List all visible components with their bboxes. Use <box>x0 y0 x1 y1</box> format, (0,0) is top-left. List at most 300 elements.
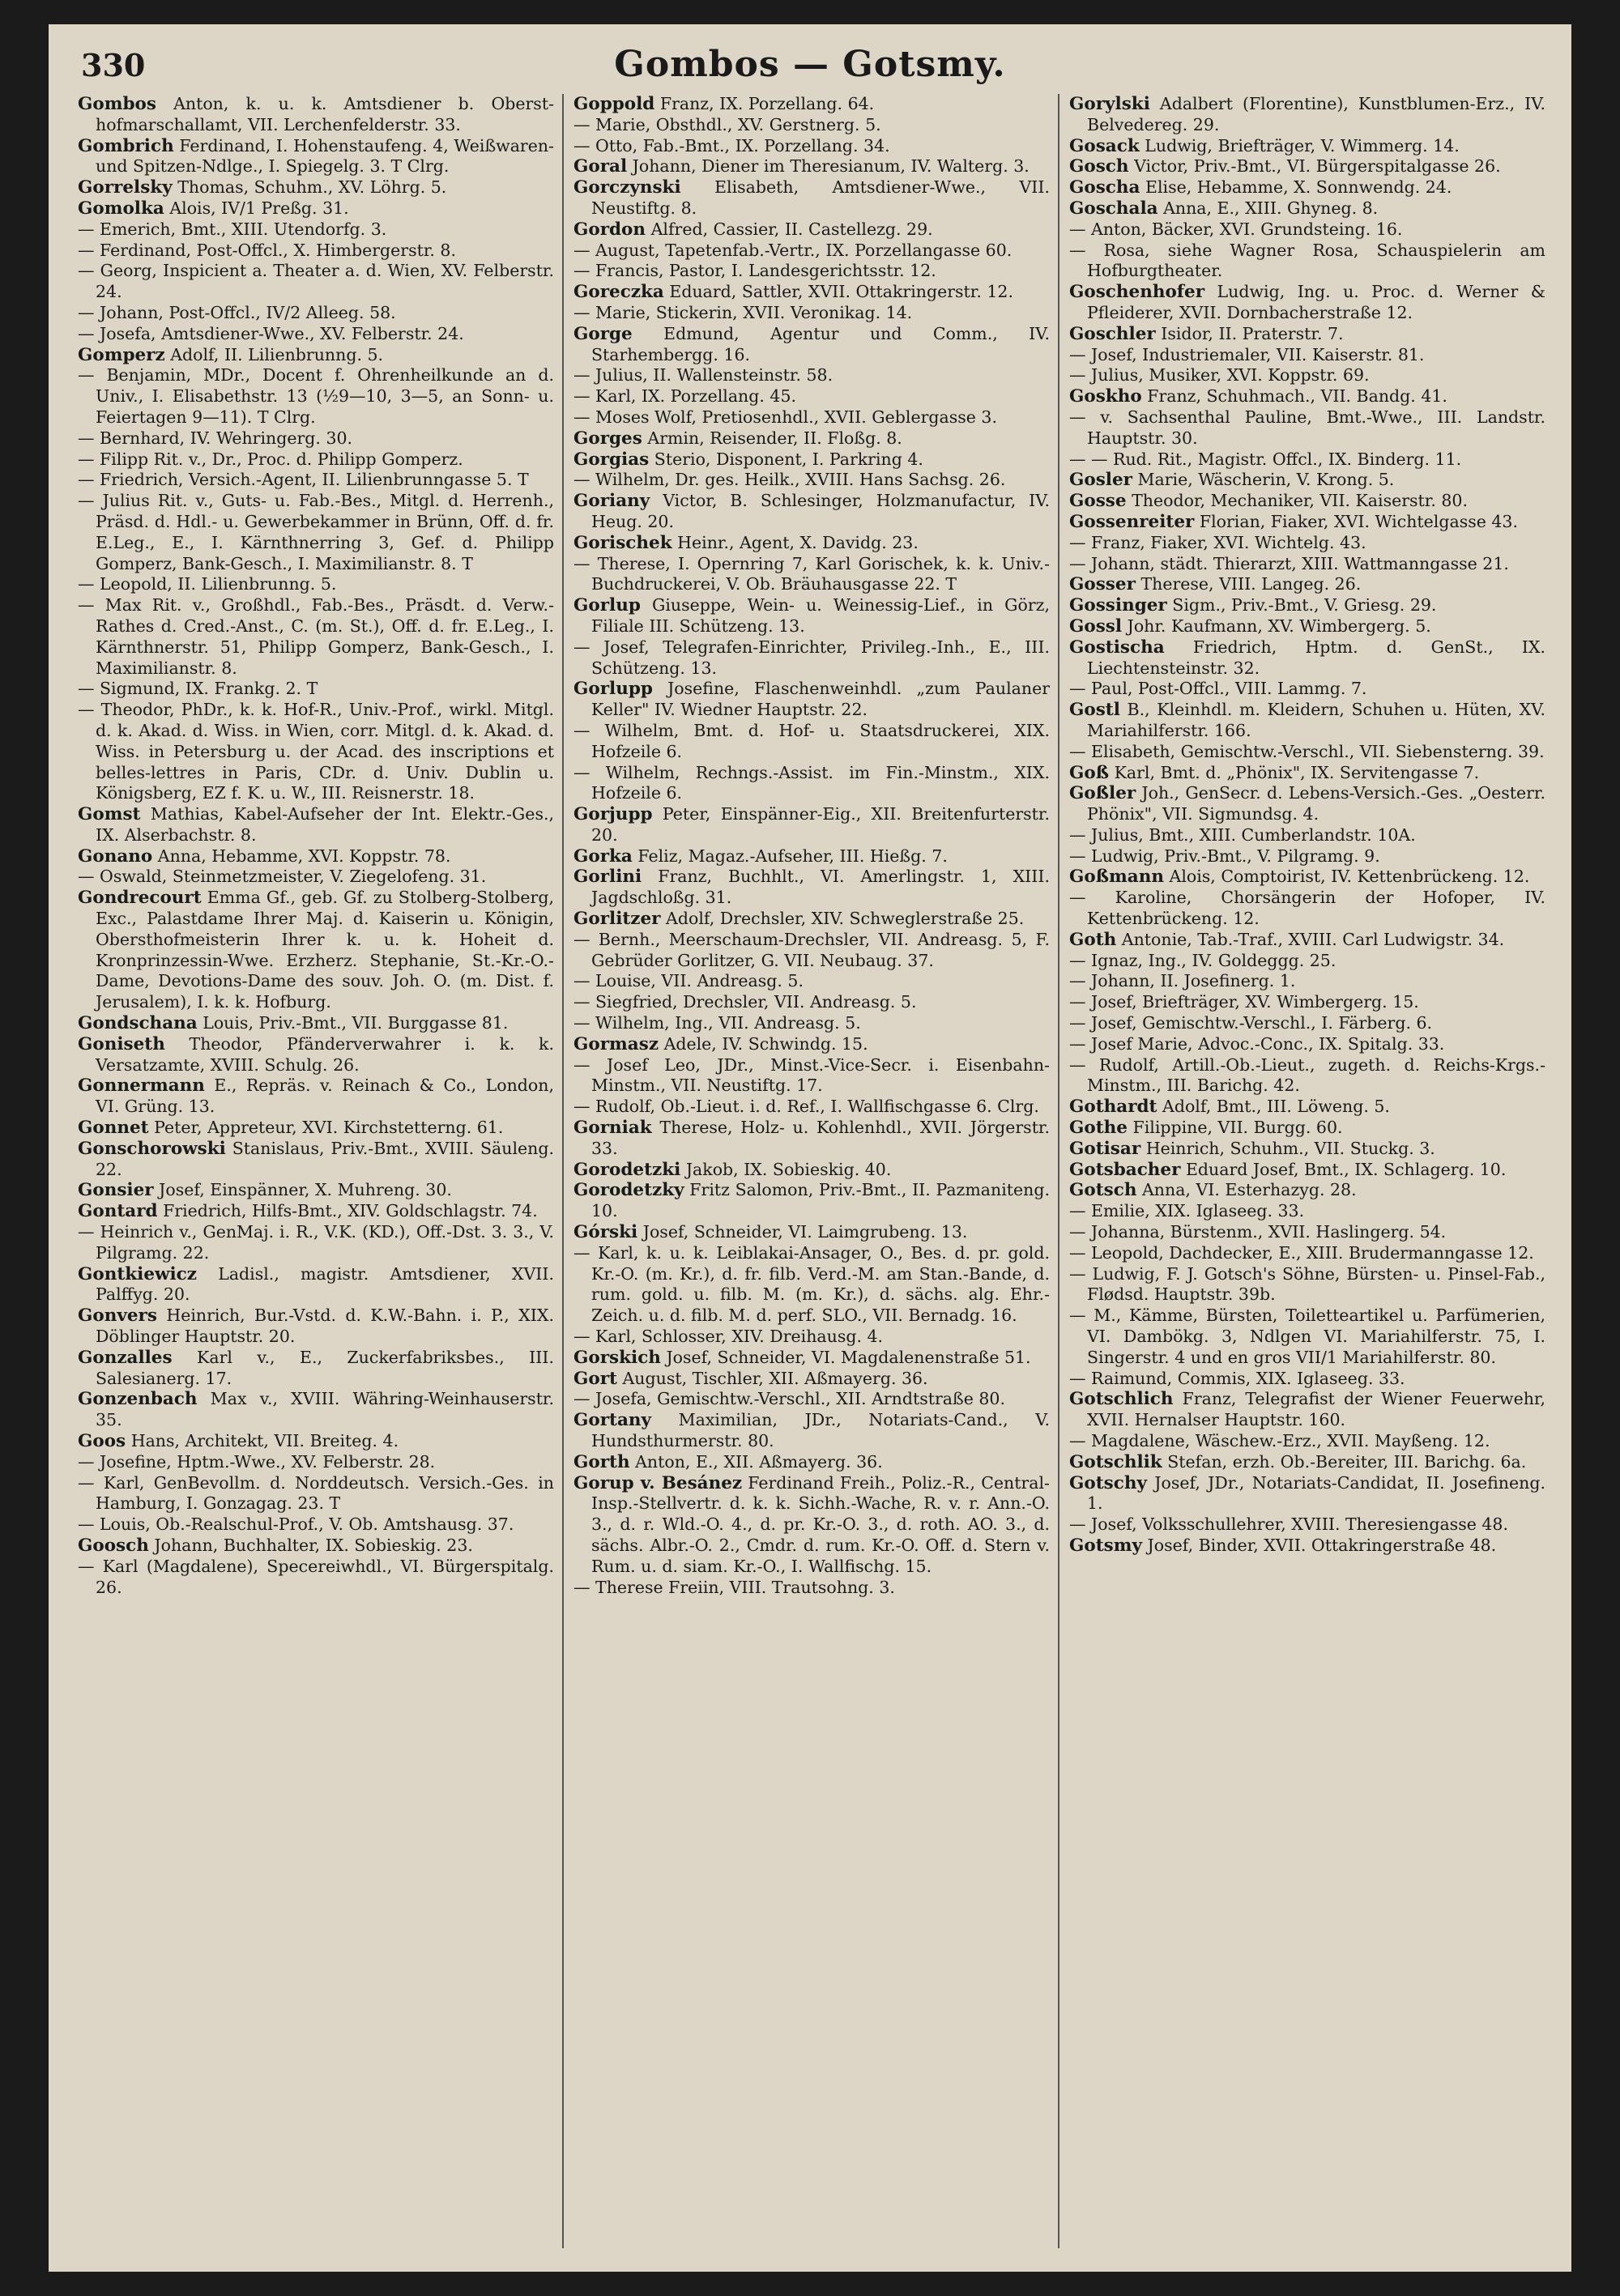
entry-surname: Gonnermann <box>78 1076 205 1097</box>
directory-entry <box>1069 386 1545 407</box>
entry-surname: Gorlitzer <box>573 909 661 930</box>
directory-entry <box>78 1431 554 1452</box>
directory-entry <box>78 324 554 345</box>
directory-columns <box>78 94 1552 2256</box>
entry-details: — Karl (Magdalene), Specereiwhdl., VI. Bürgerspitalg. 26. <box>78 1556 554 1597</box>
entry-surname: Gostl <box>1069 700 1120 721</box>
directory-entry <box>78 491 554 574</box>
entry-surname: Gomolka <box>78 198 164 219</box>
directory-entry <box>573 386 1050 407</box>
entry-details: Heinrich, Bur.-Vstd. d. K.W.-Bahn. i. P., XIX. Döblinger Hauptstr. 20. <box>96 1306 554 1347</box>
entry-details: — Josef, Industriemaler, VII. Kaiserstr. 81. <box>1069 344 1425 364</box>
entry-details: — — Rud. Rit., Magistr. Offcl., IX. Binderg. 11. <box>1069 449 1462 469</box>
entry-details: Max v., XVIII. Währing-Weinhauserstr. 35. <box>96 1389 554 1430</box>
directory-entry <box>573 261 1050 282</box>
entry-details: — Georg, Inspicient a. Theater a. d. Wien, XV. Felberstr. 24. <box>78 261 554 302</box>
entry-surname: Gormasz <box>573 1033 659 1054</box>
entry-details: — Ferdinand, Post-Offcl., X. Himbergerstr. 8. <box>78 240 456 260</box>
entry-details: B., Kleinhdl. m. Kleidern, Schuhen u. Hüten, XV. Mariahilferstr. 166. <box>1087 700 1545 740</box>
entry-details: — Friedrich, Versich.-Agent, II. Lilienbrunngasse 5. T <box>78 470 529 490</box>
directory-entry <box>1069 1536 1545 1557</box>
entry-details: — Rudolf, Ob.-Lieut. i. d. Ref., I. Wallfischgasse 6. Clrg. <box>573 1097 1039 1117</box>
entry-surname: Gorges <box>573 428 642 449</box>
entry-details: Josefine, Flaschenweinhdl. „zum Paulaner Keller" IV. Wiedner Hauptstr. 22. <box>591 679 1050 720</box>
entry-surname: Gorup v. Besánez <box>573 1472 743 1493</box>
entry-surname: Gorka <box>573 846 633 867</box>
directory-entry <box>573 992 1050 1013</box>
directory-entry <box>573 1452 1050 1473</box>
entry-details: Joh., GenSecr. d. Lebens-Versich.-Ges. „Oesterr. Phönix", VII. Sigmundsg. 4. <box>1087 783 1545 824</box>
entry-details: Florian, Fiaker, XVI. Wichtelgasse 43. <box>1199 511 1518 531</box>
entry-surname: Gossinger <box>1069 595 1167 616</box>
entry-surname: Gossenreiter <box>1069 511 1195 532</box>
directory-entry <box>1069 1013 1545 1034</box>
directory-entry <box>78 1452 554 1473</box>
directory-entry <box>573 679 1050 721</box>
entry-details: Victor, B. Schlesinger, Holzmanufactur, IV. Heug. 20. <box>591 491 1050 531</box>
entry-details: — Marie, Stickerin, XVII. Veronikag. 14. <box>573 302 913 322</box>
entry-surname: Gondrecourt <box>78 888 202 909</box>
entry-surname: Gorischek <box>573 532 672 553</box>
entry-surname: Gosse <box>1069 491 1127 512</box>
entry-details: Ferdinand, I. Hohenstaufeng. 4, Weißwaren- und Spitzen-Ndlge., I. Spiegelg. 3. T Clrg. <box>96 135 554 177</box>
directory-entry <box>78 867 554 888</box>
entry-details: — Bernhard, IV. Wehringerg. 30. <box>78 428 353 448</box>
entry-surname: Gostischa <box>1069 637 1165 658</box>
directory-entry <box>573 1118 1050 1160</box>
entry-details: Johann, Diener im Theresianum, IV. Walterg. 3. <box>632 156 1030 177</box>
directory-entry <box>1069 324 1545 345</box>
directory-entry <box>573 219 1050 241</box>
entry-details: Emma Gf., geb. Gf. zu Stolberg-Stolberg, Exc., Palastdame Ihrer Maj. d. Kaiserin u. Königin, Obersthofmeisterin Ihrer k. u. k. Hoheit d. Kronprinzessin-Wwe. Erzherz. Stephanie, St.-Kr.-O.-Dame, Devotions-Dame des souv. Joh. O. (m. Dist. f. Jerusalem), I. k. k. Hofburg. <box>96 888 554 1012</box>
entry-details: — Raimund, Commis, XIX. Iglaseeg. 33. <box>1069 1368 1405 1388</box>
directory-entry <box>78 1180 554 1201</box>
column-1 <box>78 94 554 2256</box>
directory-entry <box>78 177 554 198</box>
entry-details: Adolf, Drechsler, XIV. Schweglerstraße 25. <box>666 909 1025 929</box>
entry-details: Edmund, Agentur und Comm., IV. Starhembergg. 16. <box>591 323 1050 364</box>
directory-entry <box>573 804 1050 846</box>
entry-details: Friedrich, Hptm. d. GenSt., IX. Liechtensteinstr. 32. <box>1087 637 1545 678</box>
entry-surname: Gorlup <box>573 595 641 616</box>
directory-entry <box>78 345 554 366</box>
directory-entry <box>1069 512 1545 533</box>
directory-entry <box>78 574 554 595</box>
directory-entry <box>1069 783 1545 825</box>
entry-surname: Gontard <box>78 1201 158 1222</box>
entry-details: Stanislaus, Priv.-Bmt., XVIII. Säuleng. 22. <box>96 1138 554 1179</box>
directory-entry <box>1069 1473 1545 1515</box>
entry-details: Josef, Schneider, VI. Magdalenenstraße 51. <box>666 1347 1031 1367</box>
directory-page <box>49 24 1571 2272</box>
entry-surname: Gorrelsky <box>78 177 173 198</box>
entry-details: — Louise, VII. Andreasg. 5. <box>573 971 804 991</box>
entry-surname: Gontkiewicz <box>78 1263 197 1284</box>
directory-entry <box>1069 867 1545 888</box>
entry-surname: Gotschlik <box>1069 1451 1162 1472</box>
entry-details: — Therese, I. Opernring 7, Karl Gorischek, k. k. Univ.-Buchdruckerei, V. Ob. Bräuhausgasse 22. T <box>573 553 1050 594</box>
directory-entry <box>78 1034 554 1076</box>
directory-entry <box>1069 1431 1545 1452</box>
directory-entry <box>1069 1118 1545 1139</box>
entry-details: Thomas, Schuhm., XV. Löhrg. 5. <box>177 177 447 198</box>
directory-entry <box>573 554 1050 596</box>
directory-entry <box>1069 1222 1545 1243</box>
running-head: Gombos — Gotsmy. <box>614 44 1006 85</box>
entry-surname: Goral <box>573 156 628 177</box>
entry-surname: Goschenhofer <box>1069 282 1205 303</box>
entry-surname: Gorczynski <box>573 177 681 198</box>
entry-surname: Gomst <box>78 804 141 825</box>
directory-entry <box>573 763 1050 805</box>
directory-entry <box>1069 198 1545 219</box>
entry-details: — Karl, Schlosser, XIV. Dreihausg. 4. <box>573 1327 884 1347</box>
directory-entry <box>1069 595 1545 616</box>
entry-surname: Gorodetzky <box>573 1180 684 1201</box>
directory-entry <box>573 1473 1050 1578</box>
entry-details: Josef, Binder, XVII. Ottakringerstraße 48. <box>1147 1535 1497 1555</box>
directory-entry <box>1069 533 1545 554</box>
entry-details: — Wilhelm, Rechngs.-Assist. im Fin.-Minstm., XIX. Hofzeile 6. <box>573 762 1050 803</box>
directory-entry <box>1069 574 1545 595</box>
directory-entry <box>1069 846 1545 867</box>
entry-surname: Gonzenbach <box>78 1389 198 1410</box>
entry-details: — Benjamin, MDr., Docent f. Ohrenheilkunde an d. Univ., I. Elisabethstr. 13 (½9—10, 3—5, an Sonn- u. Feiertagen 9—11). T Clrg. <box>78 365 554 427</box>
directory-entry <box>1069 637 1545 679</box>
directory-entry <box>78 1348 554 1390</box>
directory-entry <box>1069 930 1545 951</box>
directory-entry <box>78 1536 554 1557</box>
entry-details: — Max Rit. v., Großhdl., Fab.-Bes., Präsdt. d. Verw.-Rathes d. Cred.-Anst., C. (m. St.), Off. d. fr. E.Leg., I. Kärnthnerstr. 51, Philipp Gomperz, Bank-Gesch., I. Maximilianstr. 8. <box>78 595 554 678</box>
directory-entry <box>78 1076 554 1118</box>
directory-entry <box>1069 951 1545 972</box>
entry-details: — Filipp Rit. v., Dr., Proc. d. Philipp Gomperz. <box>78 449 463 469</box>
entry-details: — Leopold, Dachdecker, E., XIII. Brudermanngasse 12. <box>1069 1242 1534 1263</box>
directory-entry <box>573 1034 1050 1055</box>
directory-entry <box>78 365 554 428</box>
directory-entry <box>1069 1034 1545 1055</box>
directory-entry <box>78 136 554 178</box>
entry-details: — Leopold, II. Lilienbrunng. 5. <box>78 574 337 594</box>
directory-entry <box>1069 470 1545 491</box>
entry-surname: Gotschlich <box>1069 1389 1174 1410</box>
directory-entry <box>573 449 1050 471</box>
entry-surname: Gondschana <box>78 1013 198 1034</box>
directory-entry <box>573 282 1050 303</box>
directory-entry <box>1069 407 1545 449</box>
entry-details: — Paul, Post-Offcl., VIII. Lammg. 7. <box>1069 679 1367 699</box>
entry-surname: Gosack <box>1069 135 1140 156</box>
entry-surname: Gosler <box>1069 470 1132 491</box>
entry-surname: Gorylski <box>1069 94 1150 114</box>
directory-entry <box>78 428 554 449</box>
entry-details: Therese, VIII. Langeg. 26. <box>1140 574 1362 594</box>
directory-entry <box>1069 888 1545 930</box>
entry-surname: Gonzalles <box>78 1347 173 1368</box>
entry-surname: Goß <box>1069 762 1110 783</box>
entry-surname: Gombos <box>78 94 156 114</box>
page-header <box>49 42 1571 99</box>
entry-surname: Gombrich <box>78 135 174 156</box>
entry-details: Mathias, Kabel-Aufseher der Int. Elektr.-Ges., IX. Alserbachstr. 8. <box>96 804 554 845</box>
entry-surname: Gorge <box>573 323 633 344</box>
directory-entry <box>1069 1160 1545 1181</box>
entry-surname: Gotsch <box>1069 1180 1137 1201</box>
entry-details: Peter, Appreteur, XVI. Kirchstetterng. 61. <box>154 1118 504 1138</box>
entry-details: Anna, E., XIII. Ghyneg. 8. <box>1163 198 1379 218</box>
entry-details: — Josef, Briefträger, XV. Wimbergerg. 15. <box>1069 992 1419 1012</box>
entry-details: — Julius, II. Wallensteinstr. 58. <box>573 365 833 386</box>
directory-entry <box>78 804 554 846</box>
directory-entry <box>573 1369 1050 1390</box>
directory-entry <box>1069 971 1545 992</box>
entry-details: — Josef, Gemischtw.-Verschl., I. Färberg. 6. <box>1069 1013 1433 1033</box>
directory-entry <box>78 1557 554 1599</box>
directory-entry <box>573 637 1050 679</box>
entry-details: Elise, Hebamme, X. Sonnwendg. 24. <box>1145 177 1452 198</box>
directory-entry <box>573 1013 1050 1034</box>
entry-surname: Gorlupp <box>573 679 653 700</box>
entry-details: — Josef, Telegrafen-Einrichter, Privileg.-Inh., E., III. Schützeng. 13. <box>573 637 1050 678</box>
entry-surname: Goreczka <box>573 282 664 303</box>
entry-details: Anna, VI. Esterhazyg. 28. <box>1142 1180 1357 1200</box>
entry-details: — Magdalene, Wäschew.-Erz., XVII. Mayßeng. 12. <box>1069 1431 1490 1450</box>
directory-entry <box>573 428 1050 449</box>
directory-entry <box>78 1264 554 1306</box>
directory-entry <box>78 700 554 804</box>
directory-entry <box>1069 177 1545 198</box>
entry-details: Theodor, Mechaniker, VII. Kaiserstr. 80. <box>1132 491 1468 511</box>
directory-entry <box>78 888 554 1013</box>
entry-details: Louis, Priv.-Bmt., VII. Burggasse 81. <box>202 1013 509 1033</box>
entry-details: — Josefa, Amtsdiener-Wwe., XV. Felberstr. 24. <box>78 323 464 343</box>
entry-details: — Marie, Obsthdl., XV. Gerstnerg. 5. <box>573 114 881 134</box>
directory-entry <box>78 198 554 219</box>
entry-details: — Josef Leo, JDr., Minst.-Vice-Secr. i. Eisenbahn-Minstm., VII. Neustiftg. 17. <box>573 1054 1050 1096</box>
entry-details: Karl v., E., Zuckerfabriksbes., III. Salesianerg. 17. <box>96 1347 554 1388</box>
directory-entry <box>1069 1514 1545 1536</box>
directory-entry <box>573 303 1050 324</box>
entry-details: Fritz Salomon, Priv.-Bmt., II. Pazmaniteng. 10. <box>591 1180 1050 1221</box>
entry-details: Franz, Buchhlt., VI. Amerlingstr. 1, XIII. Jagdschloßg. 31. <box>591 867 1050 908</box>
directory-entry <box>573 1243 1050 1327</box>
entry-details: Sterio, Disponent, I. Parkring 4. <box>654 449 923 469</box>
entry-surname: Gorlini <box>573 867 642 888</box>
directory-entry <box>1069 1055 1545 1097</box>
directory-entry <box>573 846 1050 867</box>
entry-surname: Goskho <box>1069 386 1142 407</box>
entry-surname: Gort <box>573 1368 617 1389</box>
directory-entry <box>573 533 1050 554</box>
directory-entry <box>1069 1452 1545 1473</box>
directory-entry <box>573 595 1050 637</box>
directory-entry <box>1069 1389 1545 1431</box>
directory-entry <box>1069 345 1545 366</box>
directory-entry <box>78 1013 554 1034</box>
directory-entry <box>573 971 1050 992</box>
entry-surname: Gorskich <box>573 1347 661 1368</box>
entry-details: — Sigmund, IX. Frankg. 2. T <box>78 679 318 699</box>
entry-surname: Goos <box>78 1431 126 1451</box>
entry-surname: Gonnet <box>78 1118 149 1139</box>
entry-details: Theodor, Pfänderverwahrer i. k. k. Versatzamte, XVIII. Schulg. 26. <box>96 1033 554 1075</box>
entry-details: Adolf, II. Lilienbrunng. 5. <box>170 344 384 364</box>
entry-details: Victor, Priv.-Bmt., VI. Bürgerspitalgasse 26. <box>1134 156 1501 177</box>
entry-surname: Gosser <box>1069 574 1136 595</box>
entry-details: — Otto, Fab.-Bmt., IX. Porzellang. 34. <box>573 135 890 155</box>
entry-details: — Johann, städt. Thierarzt, XIII. Wattmanngasse 21. <box>1069 553 1509 573</box>
directory-entry <box>78 219 554 241</box>
entry-details: Franz, Telegrafist der Wiener Feuerwehr, XVII. Hernalser Hauptstr. 160. <box>1087 1389 1545 1430</box>
entry-details: — Josef Marie, Advoc.-Conc., IX. Spitalg. 33. <box>1069 1033 1445 1054</box>
directory-entry <box>573 407 1050 428</box>
entry-details: Josef, Einspänner, X. Muhreng. 30. <box>159 1180 452 1200</box>
entry-details: Therese, Holz- u. Kohlenhdl., XVII. Jörgerstr. 33. <box>591 1118 1050 1158</box>
entry-details: — Johanna, Bürstenm., XVII. Haslingerg. 54. <box>1069 1222 1447 1242</box>
entry-details: — Julius, Bmt., XIII. Cumberlandstr. 10A. <box>1069 824 1416 845</box>
directory-entry <box>78 1389 554 1431</box>
entry-details: Franz, IX. Porzellang. 64. <box>659 94 875 113</box>
entry-surname: Goriany <box>573 491 650 512</box>
entry-details: — Emerich, Bmt., XIII. Utendorfg. 3. <box>78 219 387 239</box>
entry-details: — Josef, Volksschullehrer, XVIII. Theresiengasse 48. <box>1069 1514 1508 1535</box>
entry-details: Eduard Josef, Bmt., IX. Schlagerg. 10. <box>1185 1159 1507 1179</box>
entry-details: — Wilhelm, Ing., VII. Andreasg. 5. <box>573 1013 861 1033</box>
directory-entry <box>1069 992 1545 1013</box>
entry-details: — Therese Freiin, VIII. Trautsohng. 3. <box>573 1577 895 1597</box>
directory-entry <box>1069 1180 1545 1201</box>
entry-details: Isidor, II. Praterstr. 7. <box>1161 323 1344 343</box>
directory-entry <box>78 303 554 324</box>
entry-details: Maximilian, JDr., Notariats-Cand., V. Hundsthurmerstr. 80. <box>591 1410 1050 1450</box>
entry-surname: Gosch <box>1069 156 1129 177</box>
entry-details: Ludwig, Ing. u. Proc. d. Werner & Pfleiderer, XVII. Dornbacherstraße 12. <box>1087 282 1545 322</box>
entry-details: Sigm., Priv.-Bmt., V. Griesg. 29. <box>1172 595 1437 616</box>
entry-surname: Gothe <box>1069 1118 1128 1139</box>
directory-entry <box>573 1097 1050 1118</box>
entry-details: — Ludwig, Priv.-Bmt., V. Pilgramg. 9. <box>1069 846 1380 866</box>
directory-entry <box>1069 616 1545 637</box>
directory-entry <box>78 94 554 136</box>
directory-entry <box>78 846 554 867</box>
entry-details: Elisabeth, Amtsdiener-Wwe., VII. Neustiftg. 8. <box>591 177 1050 218</box>
entry-details: Adele, IV. Schwindg. 15. <box>663 1033 868 1054</box>
entry-surname: Gonvers <box>78 1306 157 1327</box>
entry-details: Giuseppe, Wein- u. Weinessig-Lief., in Görz, Filiale III. Schützeng. 13. <box>591 595 1050 636</box>
directory-entry <box>573 1222 1050 1243</box>
entry-details: — Oswald, Steinmetzmeister, V. Ziegelofeng. 31. <box>78 867 487 887</box>
entry-surname: Gotschy <box>1069 1472 1147 1493</box>
directory-entry <box>573 1160 1050 1181</box>
entry-details: Adolf, Bmt., III. Löweng. 5. <box>1162 1097 1390 1117</box>
column-2 <box>573 94 1050 2256</box>
entry-details: — Siegfried, Drechsler, VII. Andreasg. 5. <box>573 992 917 1012</box>
entry-surname: Gorodetzki <box>573 1159 681 1180</box>
directory-entry <box>78 1306 554 1348</box>
directory-entry <box>573 241 1050 262</box>
directory-entry <box>1069 1264 1545 1306</box>
entry-details: — Karl, IX. Porzellang. 45. <box>573 386 796 407</box>
directory-entry <box>573 136 1050 157</box>
directory-entry <box>573 1327 1050 1348</box>
entry-surname: Gorniak <box>573 1118 652 1139</box>
entry-surname: Goßler <box>1069 783 1136 804</box>
entry-details: Karl, Bmt. d. „Phönix", IX. Servitengasse 7. <box>1114 762 1480 782</box>
directory-entry <box>573 1389 1050 1410</box>
entry-details: Ladisl., magistr. Amtsdiener, XVII. Palffyg. 20. <box>96 1263 554 1305</box>
column-3 <box>1069 94 1545 2256</box>
entry-details: — Emilie, XIX. Iglaseeg. 33. <box>1069 1201 1305 1221</box>
entry-details: Peter, Einspänner-Eig., XII. Breitenfurterstr. 20. <box>591 804 1050 845</box>
entry-surname: Goschler <box>1069 323 1156 344</box>
entry-surname: Gotsbacher <box>1069 1159 1181 1180</box>
directory-entry <box>1069 554 1545 575</box>
entry-details: — Josefine, Hptm.-Wwe., XV. Felberstr. 28. <box>78 1451 436 1472</box>
entry-details: Filippine, VII. Burgg. 60. <box>1132 1118 1343 1138</box>
entry-details: — Moses Wolf, Pretiosenhdl., XVII. Geblergasse 3. <box>573 407 997 427</box>
entry-details: — Johann, Post-Offcl., IV/2 Alleeg. 58. <box>78 302 396 322</box>
entry-details: — Karl, k. u. k. Leiblakai-Ansager, O., Bes. d. pr. gold. Kr.-O. (m. Kr.), d. fr. filb. Verd.-M. am Stan.-Bande, d. rum. gold. u. filb. M. (m. Kr.), d. sächs. alg. Ehr.-Zeich. u. d. filb. M. d. perf. SLO., VII. Bernadg. 16. <box>573 1242 1050 1326</box>
entry-details: E., Repräs. v. Reinach & Co., London, VI. Grüng. 13. <box>96 1076 554 1117</box>
directory-entry <box>78 1514 554 1536</box>
entry-details: — Francis, Pastor, I. Landesgerichtsstr. 12. <box>573 261 936 281</box>
directory-entry <box>573 1180 1050 1222</box>
entry-details: Heinr., Agent, X. Davidg. 23. <box>677 532 919 552</box>
entry-details: Anton, k. u. k. Amtsdiener b. Oberst-hofmarschallamt, VII. Lerchenfelderstr. 33. <box>96 94 554 134</box>
directory-entry <box>78 261 554 303</box>
directory-entry <box>573 491 1050 533</box>
entry-surname: Gortany <box>573 1410 652 1431</box>
directory-entry <box>573 1055 1050 1097</box>
directory-entry <box>1069 156 1545 177</box>
entry-surname: Górski <box>573 1222 638 1243</box>
directory-entry <box>573 156 1050 177</box>
directory-entry <box>1069 491 1545 512</box>
entry-details: Alois, IV/1 Preßg. 31. <box>169 198 349 218</box>
directory-entry <box>573 1578 1050 1599</box>
entry-details: Johann, Buchhalter, IX. Sobieskig. 23. <box>154 1535 473 1555</box>
entry-surname: Gothardt <box>1069 1097 1157 1118</box>
directory-entry <box>573 324 1050 366</box>
directory-entry <box>573 470 1050 491</box>
directory-entry <box>1069 241 1545 283</box>
entry-surname: Gorjupp <box>573 804 653 825</box>
entry-surname: Gossl <box>1069 616 1123 637</box>
entry-details: — Wilhelm, Bmt. d. Hof- u. Staatsdruckerei, XIX. Hofzeile 6. <box>573 720 1050 761</box>
directory-entry <box>1069 94 1545 136</box>
entry-details: Anna, Hebamme, XVI. Koppstr. 78. <box>157 846 451 866</box>
entry-surname: Gotisar <box>1069 1138 1141 1159</box>
directory-entry <box>1069 742 1545 763</box>
directory-entry <box>573 1410 1050 1452</box>
entry-surname: Goßmann <box>1069 867 1164 888</box>
directory-entry <box>573 721 1050 763</box>
entry-details: Franz, Schuhmach., VII. Bandg. 41. <box>1147 386 1447 407</box>
entry-details: Alfred, Cassier, II. Castellezg. 29. <box>650 219 933 239</box>
directory-entry <box>573 1348 1050 1369</box>
entry-details: Jakob, IX. Sobieskig. 40. <box>685 1159 892 1179</box>
entry-details: — Rudolf, Artill.-Ob.-Lieut., zugeth. d. Reichs-Krgs.-Minstm., III. Barichg. 42. <box>1069 1054 1545 1096</box>
entry-details: Feliz, Magaz.-Aufseher, III. Hießg. 7. <box>637 846 948 866</box>
entry-details: — Theodor, PhDr., k. k. Hof-R., Univ.-Prof., wirkl. Mitgl. d. k. Akad. d. Wiss. in Wien, corr. Mitgl. d. k. Akad. d. Wiss. in Petersburg u. der Acad. des inscriptions et belles-lettres in Paris, CDr. d. Univ. Dublin u. Königsberg, EZ f. K. u. W., III. Reisnerstr. 18. <box>78 700 554 803</box>
entry-details: Johr. Kaufmann, XV. Wimbergerg. 5. <box>1127 616 1431 636</box>
entry-surname: Goniseth <box>78 1033 165 1054</box>
directory-entry <box>1069 136 1545 157</box>
entry-surname: Gonschorowski <box>78 1138 226 1159</box>
entry-surname: Gonsier <box>78 1180 154 1201</box>
entry-details: — v. Sachsenthal Pauline, Bmt.-Wwe., III. Landstr. Hauptstr. 30. <box>1069 407 1545 448</box>
entry-surname: Goscha <box>1069 177 1140 198</box>
